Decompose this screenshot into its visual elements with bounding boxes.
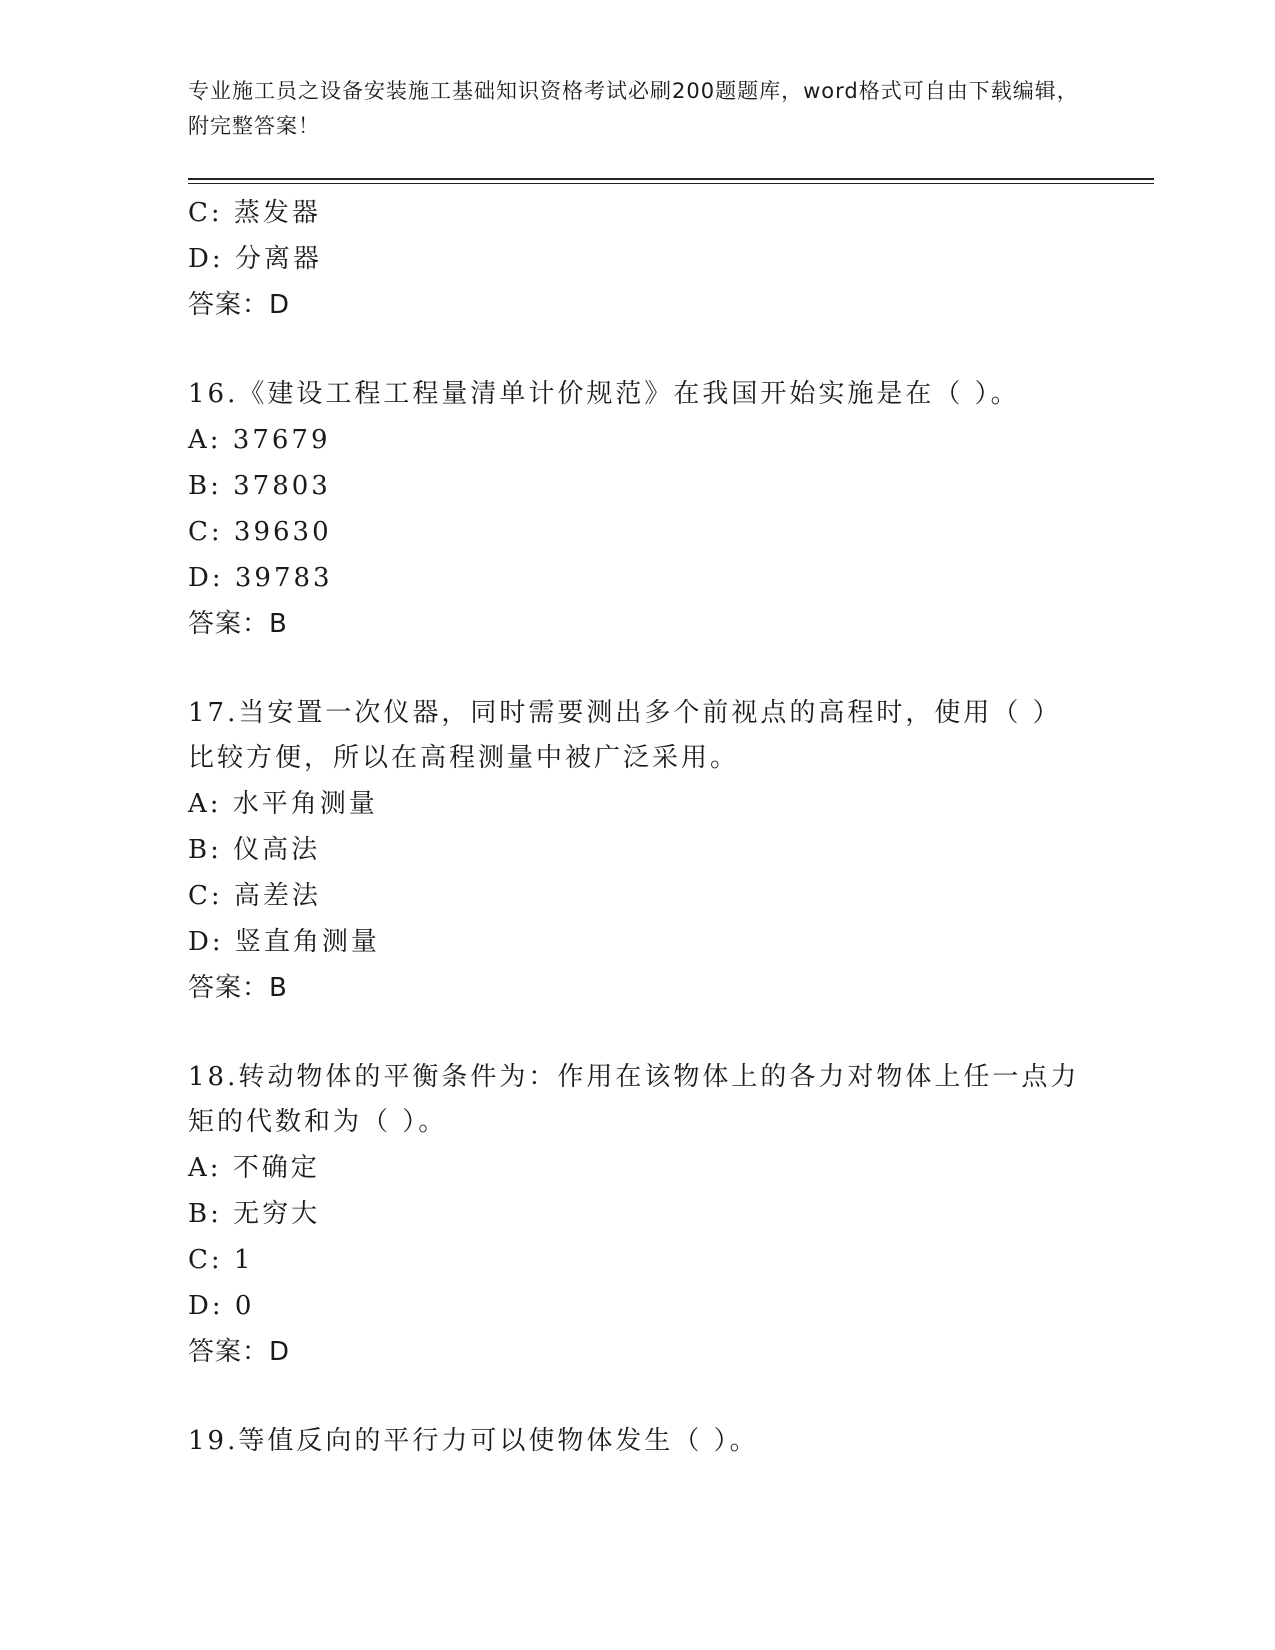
spacer bbox=[188, 647, 1088, 691]
option-b: B: 无穷大 bbox=[188, 1199, 321, 1229]
question-17 bbox=[188, 691, 1088, 1011]
question-16 bbox=[188, 372, 1088, 647]
question-18 bbox=[188, 1055, 1088, 1375]
document-header: 专业施工员之设备安装施工基础知识资格考试必刷200题题库，word格式可自由下载编辑，附完整答案！ bbox=[188, 79, 1079, 138]
answer-line: 答案：B bbox=[188, 973, 288, 1003]
question-content bbox=[188, 190, 1088, 1464]
spacer bbox=[188, 328, 1088, 372]
question-19 bbox=[188, 1419, 1088, 1464]
option-c: C: 1 bbox=[188, 1245, 254, 1275]
option-b: B: 仪高法 bbox=[188, 835, 321, 865]
question-text: 17.当安置一次仪器，同时需要测出多个前视点的高程时，使用（ ）比较方便，所以在高程测量中被广泛采用。 bbox=[188, 698, 1062, 773]
option-d: D: 分离器 bbox=[188, 244, 322, 274]
option-d: D: 39783 bbox=[188, 563, 333, 593]
question-text: 19.等值反向的平行力可以使物体发生（ ）。 bbox=[188, 1426, 759, 1456]
answer-line: 答案：D bbox=[188, 290, 291, 320]
answer-line: 答案：D bbox=[188, 1337, 291, 1367]
question-text: 18.转动物体的平衡条件为：作用在该物体上的各力对物体上任一点力矩的代数和为（ ）。 bbox=[188, 1062, 1080, 1137]
question-text: 16.《建设工程工程量清单计价规范》在我国开始实施是在（ ）。 bbox=[188, 379, 1020, 409]
option-a: A: 水平角测量 bbox=[188, 789, 378, 819]
option-c: C: 蒸发器 bbox=[188, 198, 321, 228]
header-divider-thin bbox=[188, 183, 1154, 184]
spacer bbox=[188, 1375, 1088, 1419]
header-divider-thick bbox=[188, 178, 1154, 180]
option-d: D: 竖直角测量 bbox=[188, 927, 380, 957]
option-a: A: 不确定 bbox=[188, 1153, 320, 1183]
option-a: A: 37679 bbox=[188, 425, 331, 455]
option-c: C: 39630 bbox=[188, 517, 332, 547]
partial-question bbox=[188, 190, 1088, 328]
spacer bbox=[188, 1011, 1088, 1055]
answer-line: 答案：B bbox=[188, 609, 288, 639]
option-b: B: 37803 bbox=[188, 471, 331, 501]
option-d: D: 0 bbox=[188, 1291, 255, 1321]
option-c: C: 高差法 bbox=[188, 881, 321, 911]
